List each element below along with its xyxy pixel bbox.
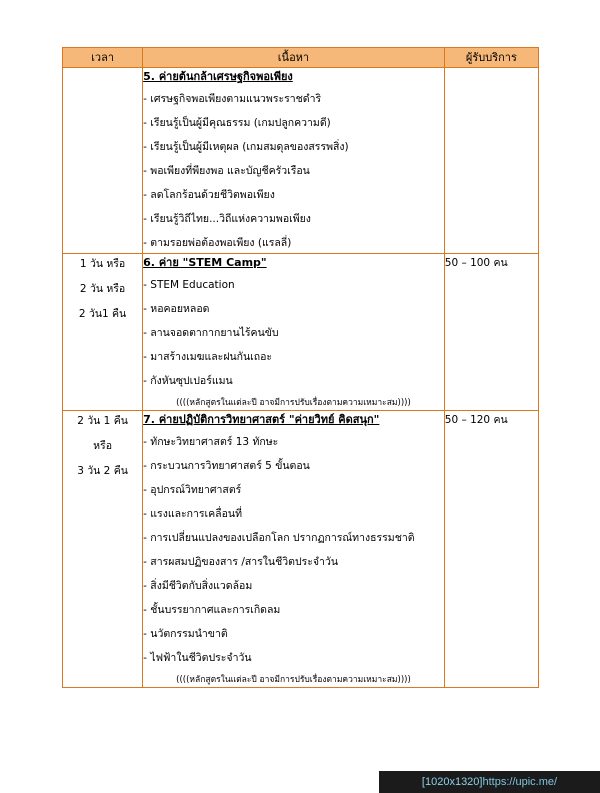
row-content-cell <box>143 254 445 411</box>
image-resolution-label: [1020x1320] <box>421 776 483 788</box>
list-item: - ไฟฟ้าในชีวิตประจำวัน <box>143 652 252 664</box>
list-item: - การเปลี่ยนแปลงของเปลือกโลก ปรากฏการณ์ทางธรรมชาติ <box>143 532 415 544</box>
time-line: 2 วัน หรือ <box>79 283 126 295</box>
list-item: - STEM Education <box>143 279 235 291</box>
time-line: 3 วัน 2 คืน <box>77 465 128 477</box>
column-header-time: เวลา <box>63 48 143 68</box>
table-row <box>63 254 539 411</box>
course-note: ((((หลักสูตรในแต่ละปี อาจมีการปรับเรื่องตามความเหมาะสม)))) <box>176 675 411 685</box>
list-item: - สิ่งมีชีวิตกับสิ่งแวดล้อม <box>143 580 253 592</box>
list-item: - กระบวนการวิทยาศาสตร์ 5 ขั้นตอน <box>143 460 310 472</box>
row-time-cell <box>63 68 143 254</box>
list-item: - ลานจอดตากากยานไร้คนขับ <box>143 327 279 339</box>
table-row <box>63 411 539 688</box>
column-header-content: เนื้อหา <box>143 48 445 68</box>
watermark-bar <box>379 771 600 793</box>
time-line: หรือ <box>93 440 113 452</box>
row-time-cell <box>63 411 143 688</box>
list-item: - สารผสมปฏิของสาร /สารในชีวิตประจำวัน <box>143 556 339 568</box>
row-time-cell <box>63 254 143 411</box>
course-note: ((((หลักสูตรในแต่ละปี อาจมีการปรับเรื่องตามความเหมาะสม)))) <box>176 398 411 408</box>
source-url-label: https://upic.me/ <box>482 776 558 788</box>
row-content-cell <box>143 411 445 688</box>
list-item: - หอคอยหลอด <box>143 303 210 315</box>
row-target-cell: 50 – 120 คน <box>444 411 538 688</box>
table-row <box>63 68 539 254</box>
list-item: - ตามรอยพ่อต้องพอเพียง (แรลลี่) <box>143 237 292 249</box>
row-target-cell: 50 – 100 คน <box>444 254 538 411</box>
course-table <box>62 47 539 688</box>
list-item: - พอเพียงที่พียงพอ และบัญชีครัวเรือน <box>143 165 310 177</box>
time-line: 1 วัน หรือ <box>79 258 126 270</box>
list-item: - ลดโลกร้อนด้วยชีวิตพอเพียง <box>143 189 275 201</box>
section-title: 6. ค่าย "STEM Camp" <box>143 256 267 269</box>
list-item: - นวัตกรรมนำขาติ <box>143 628 228 640</box>
table-header <box>63 48 539 68</box>
time-line: 2 วัน1 คืน <box>78 308 127 320</box>
list-item: - ชั้นบรรยากาศและการเกิดลม <box>143 604 281 616</box>
row-content-cell <box>143 68 445 254</box>
section-title: 5. ค่ายต้นกล้าเศรษฐกิจพอเพียง <box>143 70 293 83</box>
list-item: - เศรษฐกิจพอเพียงตามแนวพระราชดำริ <box>143 93 322 105</box>
table-header-row <box>63 48 539 68</box>
list-item: - อุปกรณ์วิทยาศาสตร์ <box>143 484 242 496</box>
list-item: - เรียนรู้วิถีไทย...วิถีแห่งความพอเพียง <box>143 213 311 225</box>
list-item: - ทักษะวิทยาศาสตร์ 13 ทักษะ <box>143 436 279 448</box>
table-body <box>63 68 539 688</box>
list-item: - แรงและการเคลื่อนที่ <box>143 508 243 520</box>
list-item: - กังหันซุปเปอร์แมน <box>143 375 233 387</box>
list-item: - เรียนรู้เป็นผู้มีเหตุผล (เกมสมดุลของสรรพสิ่ง) <box>143 141 349 153</box>
time-line: 2 วัน 1 คืน <box>77 415 128 427</box>
column-header-target: ผู้รับบริการ <box>444 48 538 68</box>
section-title: 7. ค่ายปฏิบัติการวิทยาศาสตร์ "ค่ายวิทย์ คิดสนุก" <box>143 413 380 426</box>
list-item: - มาสร้างเมฆและฝนกันเถอะ <box>143 351 273 363</box>
list-item: - เรียนรู้เป็นผู้มีคุณธรรม (เกมปลูกความดี) <box>143 117 331 129</box>
row-target-cell <box>444 68 538 254</box>
